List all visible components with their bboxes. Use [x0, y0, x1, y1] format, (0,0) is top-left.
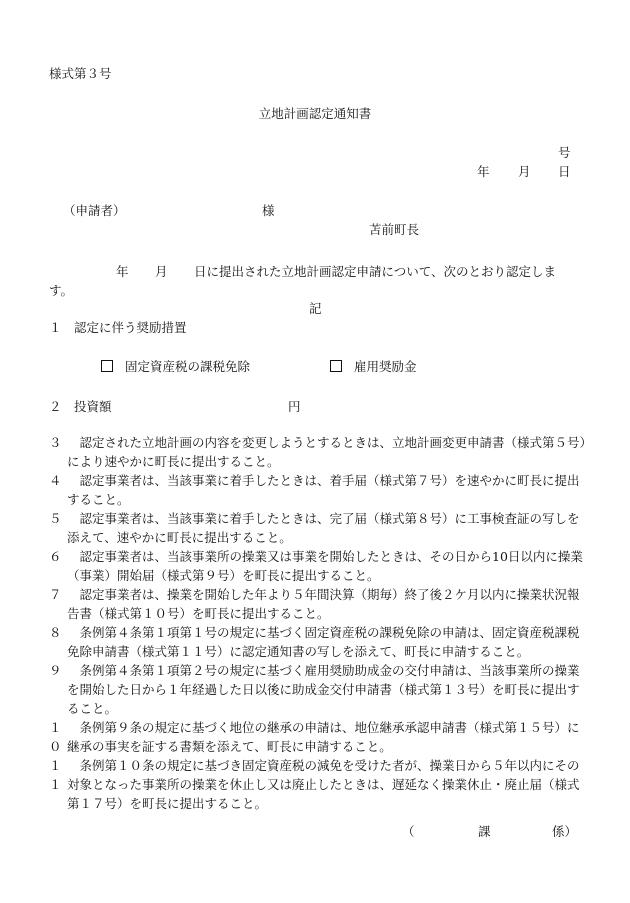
condition-number: ５	[49, 511, 62, 526]
item2-title: 投資額	[74, 399, 112, 414]
condition-number: ４	[49, 473, 62, 488]
date-month: 月	[518, 164, 531, 179]
item1-title: 認定に伴う奨励措置	[74, 320, 187, 335]
condition-text: 条例第４条第１項第１号の規定に基づく固定資産税の課税免除の申請は、固定資産税課税免除申請書（様式第１１号）に認定通知書の写しを添えて、町長に申請すること。	[67, 625, 580, 659]
document-title: 立地計画認定通知書	[258, 106, 372, 121]
item2-unit: 円	[288, 399, 301, 414]
conditions-list	[49, 433, 589, 813]
intro-tail: す。	[49, 283, 74, 298]
condition-number: ７	[49, 587, 62, 602]
intro-text: 日に提出された立地計画認定申請について、次のとおり認定しま	[194, 264, 557, 279]
applicant-label: （申請者）	[63, 203, 126, 218]
condition-text: 条例第９条の規定に基づく地位の継承の申請は、地位継承承認申請書（様式第１５号）に継承の事実を証する書類を添えて、町長に申請すること。	[67, 720, 580, 754]
condition-number: ６	[49, 549, 62, 564]
item1-number: １	[49, 320, 62, 335]
condition-item	[49, 509, 589, 547]
ki-heading: 記	[309, 301, 322, 316]
condition-item	[49, 433, 589, 471]
condition-item	[49, 756, 589, 813]
option-property-tax	[101, 358, 250, 375]
condition-text: 認定された立地計画の内容を変更しようとするときは、立地計画変更申請書（様式第５号）により速やかに町長に提出すること。	[67, 435, 586, 469]
condition-item	[49, 585, 589, 623]
option-employment-incentive	[330, 358, 417, 375]
condition-item	[49, 471, 589, 509]
condition-number: ９	[49, 663, 62, 678]
footer-open-paren: （	[402, 824, 415, 839]
form-number: 様式第３号	[49, 66, 112, 81]
condition-text: 認定事業者は、当該事業に着手したときは、着手届（様式第７号）を速やかに町長に提出すること。	[67, 473, 580, 507]
intro-month: 月	[155, 264, 168, 279]
condition-item	[49, 718, 589, 756]
item2-number: ２	[49, 399, 62, 414]
condition-text: 認定事業者は、操業を開始した年より５年間決算（期毎）終了後２ケ月以内に操業状況報告書（様式第１０号）を町長に提出すること。	[67, 587, 580, 621]
condition-text: 認定事業者は、当該事業所の操業又は事業を開始したときは、その日から10日以内に操業（事業）開始届（様式第９号）を町長に提出すること。	[67, 549, 583, 583]
condition-text: 認定事業者は、当該事業に着手したときは、完了届（様式第８号）に工事検査証の写しを添えて、速やかに町長に提出すること。	[67, 511, 580, 545]
intro-year: 年	[116, 264, 129, 279]
condition-item	[49, 547, 589, 585]
checkbox-property-tax[interactable]	[101, 360, 113, 372]
condition-number: ３	[49, 435, 62, 450]
footer-section: 課	[478, 824, 491, 839]
date-year: 年	[477, 164, 490, 179]
checkbox-employment-incentive[interactable]	[330, 360, 342, 372]
condition-item	[49, 623, 589, 661]
footer-subsection: 係）	[552, 824, 578, 839]
option-employment-incentive-label: 雇用奨励金	[354, 359, 417, 374]
condition-number: １１	[49, 758, 62, 792]
condition-number: １０	[49, 720, 62, 754]
condition-text: 条例第１０条の規定に基づき固定資産税の減免を受けた者が、操業日から５年以内にその対象となった事業所の操業を休止し又は廃止したときは、遅延なく操業休止・廃止届（様式第１７号）を町長に提出すること。	[67, 758, 580, 811]
condition-item	[49, 661, 589, 718]
condition-number: ８	[49, 625, 62, 640]
option-property-tax-label: 固定資産税の課税免除	[125, 359, 251, 374]
issue-number-suffix: 号	[558, 145, 571, 160]
issuer: 苫前町長	[369, 222, 420, 237]
applicant-honorific: 様	[262, 203, 275, 218]
condition-text: 条例第４条第１項第２号の規定に基づく雇用奨励助成金の交付申請は、当該事業所の操業を開始した日から１年経過した日以後に助成金交付申請書（様式第１３号）を町長に提出すること。	[67, 663, 580, 716]
date-day: 日	[558, 164, 571, 179]
